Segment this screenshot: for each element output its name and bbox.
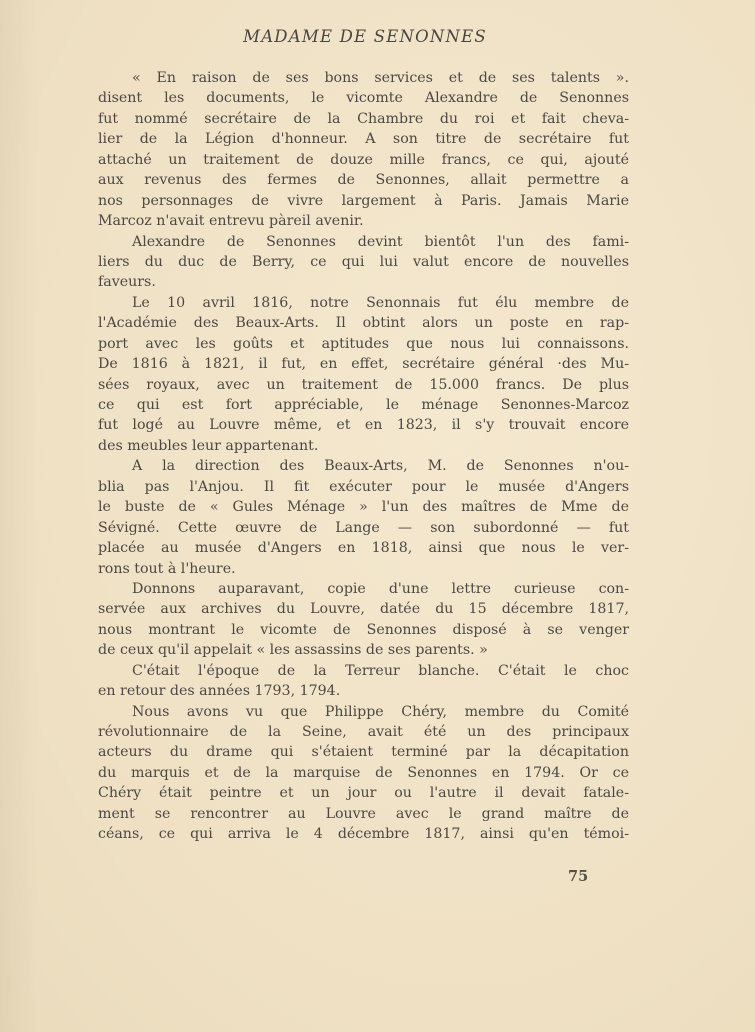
text-line: nous montrant le vicomte de Senonnes disposé à se venger bbox=[98, 621, 629, 638]
text-line: disent les documents, le vicomte Alexandre de Senonnes bbox=[98, 90, 629, 107]
text-line: attaché un traitement de douze mille francs, ce qui, ajouté bbox=[98, 151, 629, 168]
text-line: en retour des années 1793, 1794. bbox=[98, 683, 341, 700]
text-line: De 1816 à 1821, il fut, en effet, secrétaire général ·des Mu- bbox=[98, 356, 629, 373]
text-line: ment se rencontrer au Louvre avec le grand maître de bbox=[98, 805, 629, 822]
text-line: le buste de « Gules Ménage » l'un des maîtres de Mme de bbox=[98, 499, 629, 516]
paragraph-first-line: Alexandre de Senonnes devint bientôt l'un des fami- bbox=[132, 233, 629, 250]
text-line: blia pas l'Anjou. Il fit exécuter pour le musée d'Angers bbox=[98, 478, 629, 495]
text-line: du marquis et de la marquise de Senonnes en 1794. Or ce bbox=[98, 764, 629, 781]
text-line: fut logé au Louvre même, et en 1823, il s'y trouvait encore bbox=[98, 417, 629, 434]
text-line: acteurs du drame qui s'étaient terminé par la décapitation bbox=[98, 744, 629, 761]
running-head: MADAME DE SENONNES bbox=[243, 27, 487, 46]
paragraph-first-line: C'était l'époque de la Terreur blanche. C'était le choc bbox=[132, 662, 629, 679]
text-line: nos personnages de vivre largement à Paris. Jamais Marie bbox=[98, 192, 629, 209]
text-line: faveurs. bbox=[98, 274, 156, 291]
paragraph-first-line: Le 10 avril 1816, notre Senonnais fut élu membre de bbox=[132, 294, 629, 311]
text-line: sées royaux, avec un traitement de 15.000 francs. De plus bbox=[98, 376, 629, 393]
text-line: des meubles leur appartenant. bbox=[98, 437, 319, 454]
text-line: lier de la Légion d'honneur. A son titre de secrétaire fut bbox=[98, 131, 629, 148]
text-line: l'Académie des Beaux-Arts. Il obtint alors un poste en rap- bbox=[98, 315, 629, 332]
text-line: Sévigné. Cette œuvre de Lange — son subordonné — fut bbox=[98, 519, 629, 536]
text-line: port avec les goûts et aptitudes que nous lui connaissons. bbox=[98, 335, 629, 352]
text-line: fut nommé secrétaire de la Chambre du roi et fait cheva- bbox=[98, 110, 629, 127]
text-line: aux revenus des fermes de Senonnes, allait permettre a bbox=[98, 172, 629, 189]
text-line: rons tout à l'heure. bbox=[98, 560, 236, 577]
text-line: ce qui est fort appréciable, le ménage Senonnes-Marcoz bbox=[98, 397, 629, 413]
paragraph-first-line: Nous avons vu que Philippe Chéry, membre du Comité bbox=[132, 703, 629, 720]
text-line: liers du duc de Berry, ce qui lui valut encore de nouvelles bbox=[98, 253, 629, 270]
paragraph-first-line: Donnons auparavant, copie d'une lettre curieuse con- bbox=[132, 580, 629, 597]
text-line: révolutionnaire de la Seine, avait été un des principaux bbox=[98, 724, 629, 740]
paragraph-first-line: A la direction des Beaux-Arts, M. de Senonnes n'ou- bbox=[132, 458, 629, 475]
text-line: placée au musée d'Angers en 1818, ainsi que nous le ver- bbox=[98, 540, 629, 557]
page-number: 75 bbox=[568, 868, 589, 885]
text-line: céans, ce qui arriva le 4 décembre 1817, ainsi qu'en témoi- bbox=[98, 826, 629, 843]
text-line: Chéry était peintre et un jour ou l'autre il devait fatale- bbox=[98, 785, 629, 802]
body-text bbox=[98, 68, 629, 845]
text-line: servée aux archives du Louvre, datée du 15 décembre 1817, bbox=[98, 601, 629, 618]
paragraph-first-line: « En raison de ses bons services et de ses talents ». bbox=[132, 70, 629, 86]
text-line: de ceux qu'il appelait « les assassins de ses parents. » bbox=[98, 642, 488, 659]
text-line: Marcoz n'avait entrevu pàreil avenir. bbox=[98, 213, 364, 230]
